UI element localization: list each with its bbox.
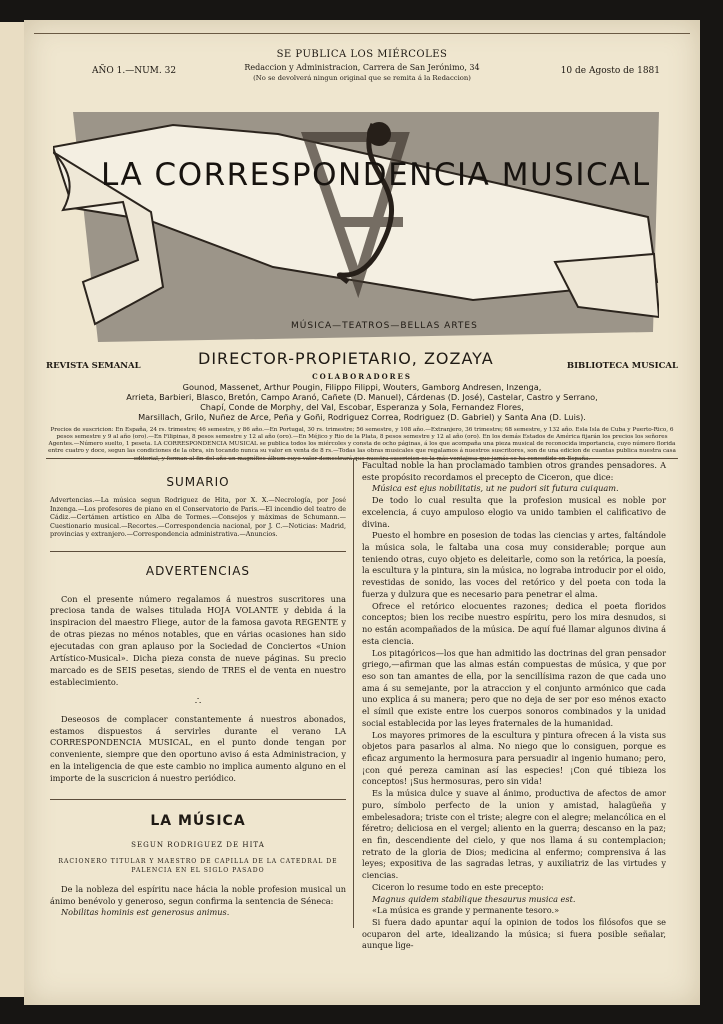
newspaper-page <box>24 20 700 1005</box>
address-line: Redaccion y Administracion, Carrera de San Jerónimo, 34 <box>244 63 480 72</box>
colaboradores-line: Gounod, Massenet, Arthur Pougin, Filippo Filippi, Wouters, Gamborg Andresen, Inzenga, <box>182 382 542 392</box>
paragraph: Es la música dulce y suave al ánimo, productiva de afectos de amor puro, símbolo perfecto de la union y amistad, halagüeña y embelesadora; triste con el triste; alegre con el alegre; melancólica en el féretro; deliciosa en el vergel; aliento en la guerra; descanso en la paz; en fin, descendiente del cielo, y que nos llama á su contemplacion; retrato de la gloria de Dios; medicina al enfermo; comprensiva á las leyes; expositiva de las sagradas letras, y auxiliatriz de las virtudes y ciencias. <box>362 788 666 881</box>
paragraph: Ofrece el retórico elocuentes razones; dedica el poeta floridos conceptos; bien los recibe nuestro espíritu, pero los mira desnudos, si no están acompañados de la música. De aquí fué llamar algunos divina á esta ciencia. <box>362 600 666 646</box>
advertencias-paragraph-1: Con el presente número regalamos á nuestros suscritores una preciosa tanda de walses titulada HOJA VOLANTE y debida á la inspiracion del maestro Fliege, autor de la famosa gavota REGENTE y de otras piezas no ménos notables, que en várias ocasiones han sido ejecutadas con gran aplauso por la Sociedad de Conciertos «Union Artístico-Musical». Dicha pieza consta de nueve páginas. Su precio marcado es de SEIS pesetas, siendo de TRES el de venta en nuestro establecimiento. <box>50 593 346 687</box>
publishing-note: SE PUBLICA LOS MIÉRCOLES <box>276 49 448 60</box>
la-musica-title: LA MÚSICA <box>150 813 246 830</box>
paragraph: Facultad noble la han proclamado tambien otros grandes pensadores. A este propósito recordamos el precepto de Ciceron, que dice: <box>362 460 666 482</box>
sumario-title: SUMARIO <box>166 475 230 489</box>
advertencias-paragraph-2: Deseosos de complacer constantemente á nuestros abonados, estamos dispuestos á servirles durante el verano LA CORRESPONDENCIA MUSICAL, en el punto donde tengan por conveniente, siempre que den oportuno aviso á esta Administracion, y en la inteligencia de que este cambio no implica aumento alguno en el importe de la suscricion á nuestro periódico. <box>50 713 346 784</box>
column-divider <box>353 458 354 928</box>
top-rule <box>34 33 690 34</box>
paragraph: Los pitagóricos—los que han admitido las doctrinas del gran pensador griego,—afirman que las almas están compuestas de música, y que por eso son tan amantes de ella, por la sencillísima razon de que cada uno ama á su semejante, por la atraccion y el conjunto armónico que cada uno explica á su manera; pero que no deja de ser por eso ménos exacto el símil que existe entre los cuerpos sonoros combinados y la unidad social establecida por las leyes fraternales de la humanidad. <box>362 647 666 728</box>
subscription-prices: Precios de suscricion: En España, 24 rs. trimestre; 46 semestre, y 86 año.—En Portugal, 30 rs. trimestre; 56 semestre, y 108 año.—Extranjero, 36 trimestre; 68 semestre, y 132 año. Esla Isla de Cuba y Puerto-Rico, 6 pesos semestre y 9 al año (oro).—En Filipinas, 8 pesos semestre y 12 al año (oro).—En Méjico y Rio de la Plata, 8 pesos semestre y 12 al año (oro). En los demás Estados de América fijarán los precios los señores Agentes.—Número suelto, 1 peseta. LA CORRESPONDENCIA MUSICAL se publica todos los miércoles y consta de ocho páginas, á los que acompaña una pieza musical de reconocida importancia, cuyo número florida entre cuatro y doce, segun las condiciones de la obra, sin tocando nunca su valor en venta de 8 rs.—Todas las obras musicales que regalamos á nuestros suscritores, son de una edicion de cuantas publica nuestra casa <box>48 427 676 455</box>
paragraph: Los mayores primores de la escultura y pintura ofrecen á la vista sus objetos para pasarlos al alma. No niego que lo consiguen, porque es eficaz argumento la hermosura para persuadir al ingenio humano; pero, ¡con qué pereza caminan así las especies! ¡Con qué tibieza los conceptos! ¡Sus hermosuras, pero sin vida! <box>362 729 666 787</box>
revista-semanal: REVISTA SEMANAL <box>46 361 141 371</box>
biblioteca-musical: BIBLIOTECA MUSICAL <box>566 361 678 371</box>
sumario-rule <box>50 551 346 552</box>
colaboradores-line: Arrieta, Barbieri, Blasco, Bretón, Campo Aranó, Cañete (D. Manuel), Cárdenas (D. José), Castelar, Castro y Serrano, <box>126 392 598 403</box>
la-musica-subtitle: SEGUN RODRIGUEZ DE HITA <box>131 840 265 850</box>
latin-quote: Magnus quidem stabilique thesaurus musica est. <box>372 893 576 904</box>
colaboradores-line: Chapí, Conde de Morphy, del Val, Escobar, Esperanza y Sola, Fernandez Flores, <box>200 402 524 413</box>
director-line: DIRECTOR-PROPIETARIO, ZOZAYA <box>198 349 494 368</box>
paragraph: Ciceron lo resume todo en este precepto: <box>372 881 544 892</box>
advertencias-title: ADVERTENCIAS <box>145 563 251 578</box>
right-column <box>362 460 666 952</box>
left-column <box>50 467 346 919</box>
latin-quote: Música est ejus nobilitatis, ut ne pudori sit futura cuiquam. <box>372 483 619 494</box>
translation: «La música es grande y permanente tesoro.» <box>372 905 560 916</box>
header-rule <box>46 458 678 459</box>
section-stars: ∴ <box>194 695 202 707</box>
la-musica-paragraph-1: De la nobleza del espíritu nace hácia la noble profesion musical un ánimo benévolo y generoso, segun confirma la sentencia de Séneca: <box>50 883 346 906</box>
la-musica-section <box>50 813 346 919</box>
la-musica-byline: RACIONERO TITULAR Y MAESTRO DE CAPILLA DE LA CATEDRAL DE PALENCIA EN EL SIGLO PASADO <box>58 858 338 874</box>
page-spine <box>0 22 24 997</box>
colaboradores-list <box>79 382 645 422</box>
paragraph: Si fuera dado apuntar aquí la opinion de todos los filósofos que se ocuparon del arte, idealizando la música; si fuera posible señalar, aunque lige- <box>362 917 666 951</box>
masthead-illustration <box>53 92 659 372</box>
sumario-text: Advertencias.—La música segun Rodriguez de Hita, por X. X.—Necrología, por José Inzenga.—Los profesores de piano en el Conservatorio de Paris.—El incendio del teatro de Cádiz.—Certámen artístico en Alba de Tormes.—Consejos y máximas de Schumann.—Cuestionario musical.—Recortes.—Correspondencia nacional, por J. C.—Noticias: Madrid, provincias y extranjero.—Correspondencia administrativa.—Anuncios. <box>50 496 346 539</box>
issue-number: AÑO 1.—NUM. 32 <box>92 66 177 76</box>
colaboradores-title: COLABORADORES <box>312 372 412 381</box>
paragraph: De todo lo cual resulta que la profesion musical es noble por excelencia, á cuyo ampuloso elogio va unido tambien el calificativo de divina. <box>362 495 666 529</box>
issue-date: 10 de Agosto de 1881 <box>560 66 660 76</box>
masthead-title: LA CORRESPONDENCIA MUSICAL <box>101 157 651 193</box>
paragraph: Puesto el hombre en posesion de todas las ciencias y artes, faltándole la música sola, le faltaba una cosa muy considerable; porque aun teniendo otras, cuyo objeto es deleitarle, como son la retórica, la poesía, la escultura y la pintura, sin la música, no lograba introducir por el oido, revestidas de sonido, las voces del retórico y del poeta con toda la fuerza y dulzura que es necesario para penetrar el alma. <box>362 530 666 599</box>
colaboradores-line: Marsillach, Grilo, Nuñez de Arce, Peña y Goñi, Rodriguez Correa, Rodriguez (D. Gabriel) y Santa Ana (D. Luis). <box>138 412 586 423</box>
advertencias-rule <box>50 799 346 800</box>
advertencias-section <box>50 564 346 785</box>
masthead-sections: MÚSICA—TEATROS—BELLAS ARTES <box>291 321 478 331</box>
seneca-quote: Nobilitas hominis est generosus animus. <box>61 907 230 918</box>
return-note: (No se devolverá ningun original que se remita á la Redaccion) <box>253 74 471 82</box>
